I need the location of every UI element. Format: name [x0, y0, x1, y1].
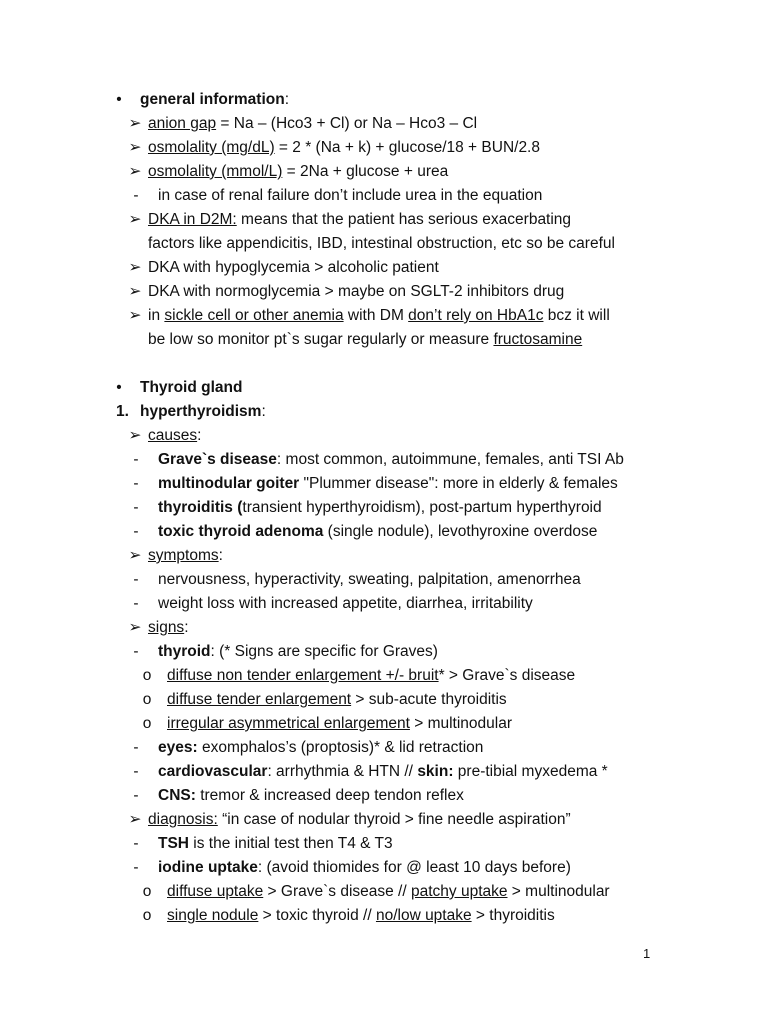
line-text	[148, 256, 439, 280]
text-segment: factors like appendicitis, IBD, intestinal obstruction, etc so be careful	[148, 235, 615, 252]
text-segment: = 2 * (Na + k) + glucose/18 + BUN/2.8	[274, 139, 540, 156]
dash-bullet: -	[133, 595, 139, 612]
line-text	[167, 688, 507, 712]
line-text	[148, 616, 189, 640]
doc-line	[0, 832, 768, 856]
arrow-bullet-icon: ➢	[128, 259, 142, 276]
underlined-text: diagnosis:	[148, 811, 218, 828]
text-segment: > multinodular	[507, 883, 610, 900]
arrow-bullet-icon: ➢	[128, 163, 142, 180]
doc-line	[0, 496, 768, 520]
text-segment: means that the patient has serious exacerbating	[236, 211, 572, 228]
doc-line	[0, 520, 768, 544]
doc-line	[0, 280, 768, 304]
text-segment: transient hyperthyroidism), post-partum hyperthyroid	[242, 499, 602, 516]
dash-bullet: -	[133, 763, 139, 780]
underlined-text: anion gap	[148, 115, 217, 132]
underlined-text: single nodule	[167, 907, 259, 924]
underlined-text: symptoms	[148, 547, 219, 564]
text-segment: : arrhythmia & HTN //	[267, 763, 418, 780]
text-segment: * > Grave`s disease	[438, 667, 576, 684]
text-segment: > sub-acute thyroiditis	[351, 691, 507, 708]
line-text	[148, 232, 615, 256]
dash-bullet: -	[133, 523, 139, 540]
bold-text: thyroiditis (	[158, 499, 243, 516]
doc-line	[0, 184, 768, 208]
circle-bullet-icon: o	[142, 667, 152, 684]
doc-line	[0, 208, 768, 232]
underlined-text: osmolality (mg/dL)	[148, 139, 275, 156]
text-segment: in case of renal failure don’t include urea in the equation	[158, 187, 543, 204]
bold-text: thyroid	[158, 643, 211, 660]
line-text	[148, 280, 564, 304]
line-text	[158, 448, 624, 472]
underlined-text: diffuse uptake	[167, 883, 264, 900]
underlined-text: irregular asymmetrical enlargement	[167, 715, 410, 732]
line-text	[167, 880, 610, 904]
underlined-text: osmolality (mmol/L)	[148, 163, 283, 180]
line-text	[158, 592, 533, 616]
bold-text: toxic thyroid adenoma	[158, 523, 324, 540]
doc-line	[0, 760, 768, 784]
underlined-text: don’t rely on HbA1c	[408, 307, 544, 324]
text-segment: > thyroiditis	[471, 907, 555, 924]
text-segment: be low so monitor pt`s sugar regularly or measure	[148, 331, 494, 348]
doc-line	[0, 400, 768, 424]
text-segment: > Grave`s disease //	[263, 883, 411, 900]
text-segment: “in case of nodular thyroid > fine needle aspiration”	[217, 811, 571, 828]
text-segment: bcz it will	[543, 307, 610, 324]
line-text	[148, 304, 610, 328]
line-text	[158, 640, 438, 664]
line-text	[148, 424, 201, 448]
doc-line	[0, 688, 768, 712]
bold-text: TSH	[158, 835, 189, 852]
underlined-text: signs	[148, 619, 185, 636]
line-text	[148, 328, 582, 352]
text-segment: > toxic thyroid //	[258, 907, 376, 924]
line-text	[148, 136, 540, 160]
line-text	[167, 904, 555, 928]
arrow-bullet-icon: ➢	[128, 811, 142, 828]
line-text	[148, 544, 223, 568]
doc-line	[0, 544, 768, 568]
line-text	[140, 88, 289, 112]
line-text	[140, 400, 266, 424]
dash-bullet: -	[133, 643, 139, 660]
line-text	[148, 160, 448, 184]
arrow-bullet-icon: ➢	[128, 283, 142, 300]
text-segment: :	[184, 619, 189, 636]
dash-bullet: -	[133, 859, 139, 876]
arrow-bullet-icon: ➢	[128, 619, 142, 636]
underlined-text: DKA in D2M:	[148, 211, 237, 228]
circle-bullet-icon: o	[142, 715, 152, 732]
line-text	[158, 736, 483, 760]
bold-text: general information	[140, 91, 285, 108]
bold-text: skin:	[417, 763, 454, 780]
bold-text: hyperthyroidism	[140, 403, 262, 420]
line-text	[158, 472, 618, 496]
underlined-text: patchy uptake	[410, 883, 508, 900]
underlined-text: fructosamine	[493, 331, 583, 348]
line-text	[158, 760, 608, 784]
doc-line	[0, 856, 768, 880]
text-segment: exomphalos’s (proptosis)* & lid retraction	[197, 739, 484, 756]
line-text	[140, 376, 242, 400]
doc-line	[0, 784, 768, 808]
doc-line	[0, 112, 768, 136]
doc-line	[0, 904, 768, 928]
bold-text: Thyroid gland	[140, 379, 243, 396]
doc-line	[0, 472, 768, 496]
text-segment: (single nodule), levothyroxine overdose	[323, 523, 598, 540]
doc-line	[0, 304, 768, 328]
doc-line	[0, 88, 768, 112]
arrow-bullet-icon: ➢	[128, 115, 142, 132]
doc-line	[0, 880, 768, 904]
underlined-text: no/low uptake	[375, 907, 472, 924]
dash-bullet: -	[133, 187, 139, 204]
doc-line	[0, 136, 768, 160]
line-text	[158, 784, 464, 808]
bullet-icon: •	[116, 91, 122, 108]
arrow-bullet-icon: ➢	[128, 307, 142, 324]
text-segment: tremor & increased deep tendon reflex	[195, 787, 464, 804]
dash-bullet: -	[133, 499, 139, 516]
circle-bullet-icon: o	[142, 907, 152, 924]
text-segment: = 2Na + glucose + urea	[282, 163, 449, 180]
dash-bullet: -	[133, 739, 139, 756]
bullet-icon: •	[116, 379, 122, 396]
arrow-bullet-icon: ➢	[128, 547, 142, 564]
dash-bullet: -	[133, 475, 139, 492]
line-text	[158, 856, 571, 880]
underlined-text: diffuse tender enlargement	[167, 691, 352, 708]
doc-line	[0, 616, 768, 640]
doc-line	[0, 664, 768, 688]
line-text	[167, 664, 575, 688]
doc-line	[0, 328, 768, 352]
line-text	[148, 112, 477, 136]
doc-line	[0, 448, 768, 472]
dash-bullet: -	[133, 451, 139, 468]
line-text	[158, 520, 597, 544]
doc-line	[0, 640, 768, 664]
doc-line	[0, 712, 768, 736]
doc-line	[0, 424, 768, 448]
doc-line	[0, 376, 768, 400]
text-segment: nervousness, hyperactivity, sweating, palpitation, amenorrhea	[158, 571, 581, 588]
text-segment: : (avoid thiomides for @ least 10 days before)	[257, 859, 571, 876]
doc-line	[0, 256, 768, 280]
text-segment: :	[197, 427, 202, 444]
text-segment: : most common, autoimmune, females, anti TSI Ab	[276, 451, 624, 468]
text-segment: :	[284, 91, 289, 108]
dash-bullet: -	[133, 835, 139, 852]
underlined-text: diffuse non tender enlargement +/- bruit	[167, 667, 439, 684]
text-segment: DKA with hypoglycemia > alcoholic patient	[148, 259, 439, 276]
text-segment: : (* Signs are specific for Graves)	[210, 643, 438, 660]
doc-line	[0, 232, 768, 256]
dash-bullet: -	[133, 787, 139, 804]
circle-bullet-icon: o	[142, 691, 152, 708]
doc-line	[0, 592, 768, 616]
page-number: 1	[643, 946, 651, 961]
line-text	[158, 568, 581, 592]
circle-bullet-icon: o	[142, 883, 152, 900]
text-segment: DKA with normoglycemia > maybe on SGLT-2 inhibitors drug	[148, 283, 565, 300]
line-text	[158, 832, 393, 856]
arrow-bullet-icon: ➢	[128, 211, 142, 228]
text-segment: = Na – (Hco3 + Cl) or Na – Hco3 – Cl	[216, 115, 478, 132]
line-text	[158, 496, 602, 520]
text-segment: pre-tibial myxedema *	[453, 763, 608, 780]
bold-text: CNS:	[158, 787, 196, 804]
bold-text: iodine uptake	[158, 859, 258, 876]
line-text	[148, 808, 571, 832]
bold-text: Grave`s disease	[158, 451, 277, 468]
text-segment: is the initial test then T4 & T3	[189, 835, 393, 852]
text-segment: with DM	[343, 307, 409, 324]
bold-text: cardiovascular	[158, 763, 268, 780]
line-text	[158, 184, 542, 208]
bold-text: eyes:	[158, 739, 198, 756]
dash-bullet: -	[133, 571, 139, 588]
doc-line	[0, 808, 768, 832]
text-segment: in	[148, 307, 165, 324]
doc-line	[0, 736, 768, 760]
text-segment: weight loss with increased appetite, diarrhea, irritability	[158, 595, 533, 612]
arrow-bullet-icon: ➢	[128, 139, 142, 156]
text-segment: > multinodular	[409, 715, 513, 732]
text-segment: :	[218, 547, 223, 564]
text-segment: :	[261, 403, 266, 420]
underlined-text: causes	[148, 427, 198, 444]
line-text	[148, 208, 571, 232]
line-text	[167, 712, 512, 736]
doc-line	[0, 160, 768, 184]
list-number: 1.	[116, 403, 129, 420]
doc-line	[0, 568, 768, 592]
bold-text: multinodular goiter	[158, 475, 300, 492]
text-segment: "Plummer disease": more in elderly & females	[299, 475, 618, 492]
underlined-text: sickle cell or other anemia	[164, 307, 344, 324]
arrow-bullet-icon: ➢	[128, 427, 142, 444]
